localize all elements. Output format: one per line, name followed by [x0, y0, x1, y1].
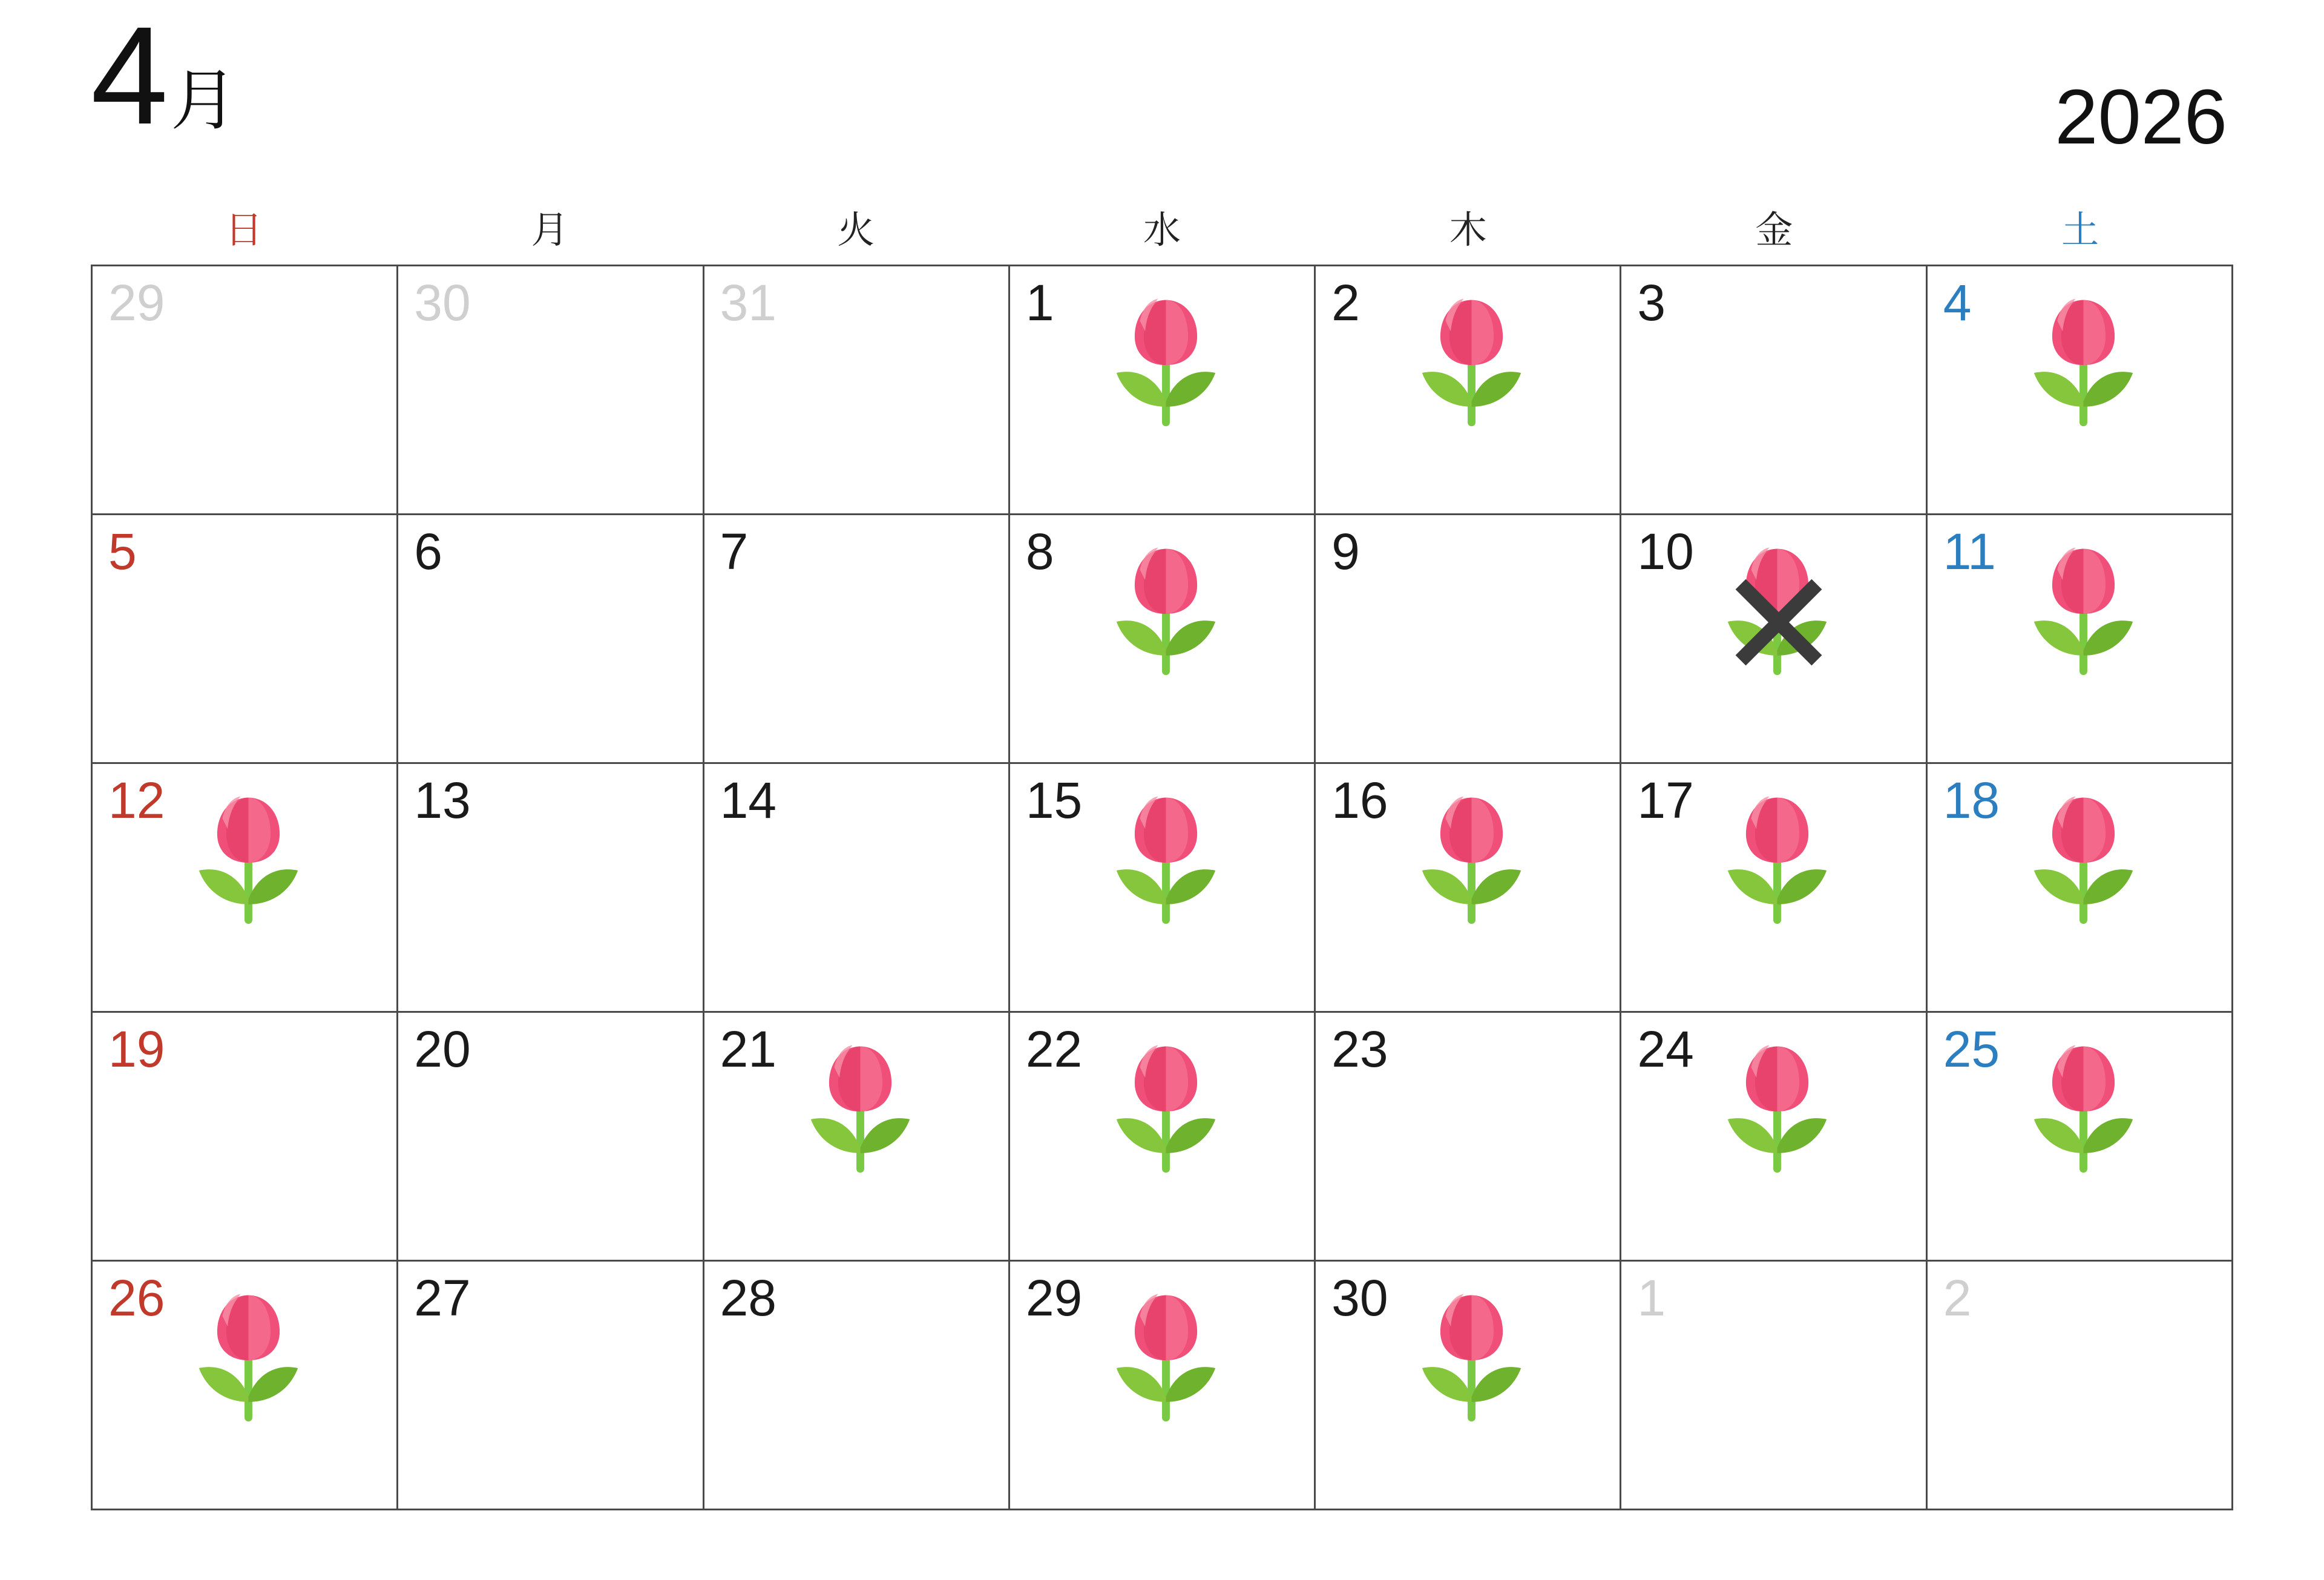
- weekday-sat: 土: [2061, 209, 2099, 251]
- tulip-icon: [795, 1026, 925, 1187]
- tulip-icon: [183, 777, 313, 938]
- calendar-day-cell[interactable]: [1010, 1013, 1316, 1262]
- tulip-icon: [1712, 528, 1842, 689]
- calendar-day-cell[interactable]: [1316, 1013, 1621, 1262]
- calendar-day-cell[interactable]: [704, 1262, 1010, 1510]
- day-number: 5: [108, 523, 137, 580]
- day-number: 23: [1331, 1021, 1388, 1078]
- tulip-icon: [1101, 1026, 1231, 1187]
- day-number: 26: [108, 1269, 165, 1326]
- day-number: 11: [1943, 523, 1996, 580]
- day-number: 19: [108, 1021, 165, 1078]
- day-number: 29: [108, 274, 165, 331]
- tulip-icon: [2018, 280, 2148, 440]
- day-number: 2: [1943, 1269, 1972, 1326]
- day-number: 18: [1943, 772, 2000, 829]
- month-title: [91, 0, 237, 153]
- day-number: 12: [108, 772, 165, 829]
- tulip-icon: [183, 1275, 313, 1435]
- calendar-day-cell[interactable]: [93, 764, 398, 1013]
- calendar-day-cell[interactable]: [398, 266, 704, 515]
- calendar-day-cell[interactable]: [1010, 266, 1316, 515]
- weekday-fri: 金: [1755, 209, 1793, 251]
- calendar-day-cell[interactable]: [1621, 764, 1927, 1013]
- day-number: 8: [1025, 523, 1054, 580]
- tulip-icon: [1101, 1275, 1231, 1435]
- day-number: 27: [414, 1269, 471, 1326]
- day-number: 10: [1637, 523, 1694, 580]
- day-number: 15: [1025, 772, 1083, 829]
- day-number: 20: [414, 1021, 471, 1078]
- calendar-day-cell[interactable]: [1010, 764, 1316, 1013]
- day-number: 25: [1943, 1021, 2000, 1078]
- calendar-day-cell[interactable]: [1316, 1262, 1621, 1510]
- day-number: 30: [414, 274, 471, 331]
- day-number: 30: [1331, 1269, 1388, 1326]
- day-number: 14: [720, 772, 776, 829]
- calendar-day-cell[interactable]: [93, 266, 398, 515]
- weekday-mon: 月: [531, 209, 569, 251]
- calendar-day-cell[interactable]: [398, 515, 704, 764]
- day-number: 4: [1943, 274, 1972, 331]
- calendar-day-cell[interactable]: [1928, 1262, 2233, 1510]
- calendar-day-cell[interactable]: [398, 764, 704, 1013]
- day-number: 1: [1637, 1269, 1666, 1326]
- day-number: 17: [1637, 772, 1694, 829]
- weekday-sun: 日: [225, 209, 263, 251]
- calendar-day-cell[interactable]: [704, 515, 1010, 764]
- day-number: 31: [720, 274, 776, 331]
- day-number: 9: [1331, 523, 1360, 580]
- calendar-day-cell[interactable]: [398, 1262, 704, 1510]
- tulip-icon: [2018, 1026, 2148, 1187]
- calendar-day-cell[interactable]: [1621, 515, 1927, 764]
- calendar-grid: [91, 265, 2233, 1510]
- tulip-icon: [1101, 528, 1231, 689]
- tulip-icon: [1712, 1026, 1842, 1187]
- calendar-day-cell[interactable]: [1928, 515, 2233, 764]
- calendar-day-cell[interactable]: [1316, 515, 1621, 764]
- day-number: 7: [720, 523, 749, 580]
- calendar-day-cell[interactable]: [93, 1262, 398, 1510]
- calendar-day-cell[interactable]: [704, 266, 1010, 515]
- calendar-day-cell[interactable]: [1621, 1013, 1927, 1262]
- year-label: 2026: [2055, 74, 2227, 160]
- tulip-icon: [2018, 777, 2148, 938]
- calendar-day-cell[interactable]: [1928, 266, 2233, 515]
- weekday-wed: 水: [1143, 209, 1181, 251]
- tulip-icon: [2018, 528, 2148, 689]
- weekday-thu: 木: [1449, 209, 1487, 251]
- calendar-day-cell[interactable]: [1621, 266, 1927, 515]
- tulip-icon: [1407, 777, 1537, 938]
- day-number: 2: [1331, 274, 1360, 331]
- day-number: 13: [414, 772, 471, 829]
- month-suffix: 月: [170, 64, 237, 138]
- day-number: 22: [1025, 1021, 1083, 1078]
- calendar-day-cell[interactable]: [1316, 266, 1621, 515]
- calendar-day-cell[interactable]: [1621, 1262, 1927, 1510]
- tulip-icon: [1407, 280, 1537, 440]
- calendar-day-cell[interactable]: [1010, 515, 1316, 764]
- calendar-day-cell[interactable]: [93, 515, 398, 764]
- calendar-header: [0, 0, 2324, 200]
- day-number: 29: [1025, 1269, 1083, 1326]
- calendar-day-cell[interactable]: [1928, 764, 2233, 1013]
- calendar-day-cell[interactable]: [398, 1013, 704, 1262]
- tulip-icon: [1712, 777, 1842, 938]
- tulip-icon: [1101, 777, 1231, 938]
- calendar-day-cell[interactable]: [1316, 764, 1621, 1013]
- calendar-day-cell[interactable]: [1928, 1013, 2233, 1262]
- day-number: 6: [414, 523, 442, 580]
- tulip-icon: [1407, 1275, 1537, 1435]
- tulip-icon: [1101, 280, 1231, 440]
- calendar-day-cell[interactable]: [704, 764, 1010, 1013]
- weekday-header-row: [91, 200, 2233, 265]
- day-number: 28: [720, 1269, 776, 1326]
- calendar-day-cell[interactable]: [1010, 1262, 1316, 1510]
- day-number: 16: [1331, 772, 1388, 829]
- weekday-tue: 火: [837, 209, 875, 251]
- day-number: 1: [1025, 274, 1054, 331]
- calendar-day-cell[interactable]: [93, 1013, 398, 1262]
- month-number: 4: [91, 0, 166, 153]
- day-number: 21: [720, 1021, 776, 1078]
- day-number: 24: [1637, 1021, 1694, 1078]
- day-number: 3: [1637, 274, 1666, 331]
- calendar-day-cell[interactable]: [704, 1013, 1010, 1262]
